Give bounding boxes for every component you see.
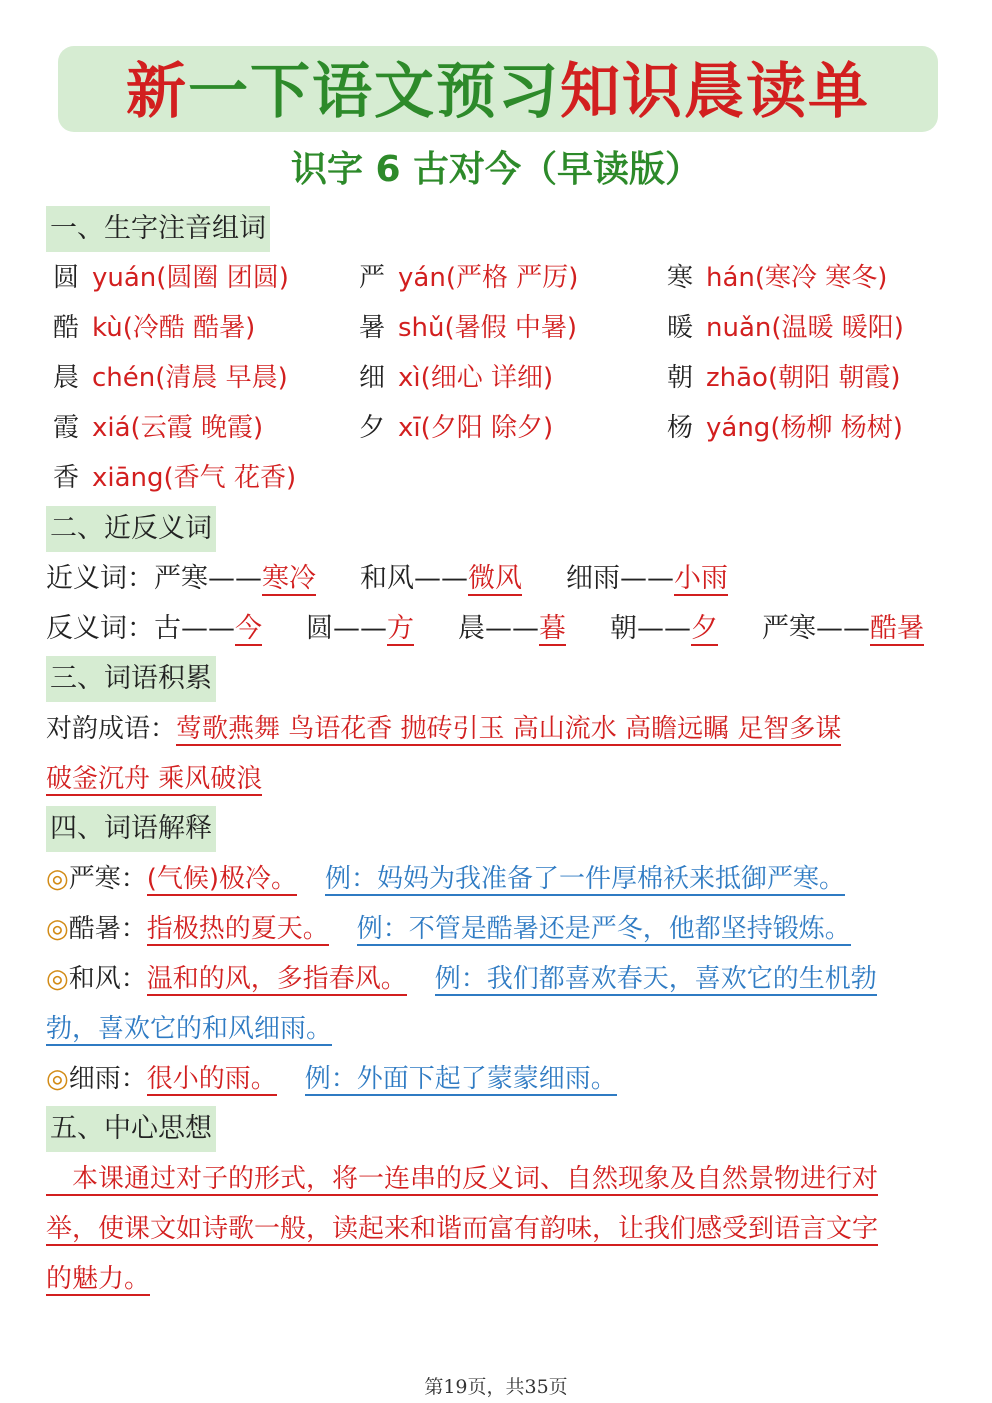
example-text: 例：妈妈为我准备了一件厚棉袄来抵御严寒。 — [325, 864, 846, 894]
antonym-line — [46, 604, 946, 654]
section-heading-1: 一、生字注音组词 — [46, 206, 270, 252]
definition-term: 严寒： — [68, 864, 147, 894]
title-part2: 知识晨读单 — [560, 57, 870, 127]
synonym-line — [46, 554, 946, 604]
definition-text: 很小的雨。 — [146, 1064, 277, 1094]
list-item: 严 yán(严格 严厉) — [358, 263, 579, 293]
bullet-circle-icon: ◎ — [46, 964, 69, 994]
page-number: 第19页，共35页 — [424, 1376, 568, 1398]
list-item: 暖 nuǎn(温暖 暖阳) — [666, 313, 904, 343]
list-item: 夕 xī(夕阳 除夕) — [358, 413, 554, 443]
antonym-answer: 暮 — [539, 613, 566, 644]
definition-row — [46, 1054, 946, 1104]
list-item: 寒 hán(寒冷 寒冬) — [666, 263, 888, 293]
subtitle: 识字 6 古对今（早读版） — [290, 149, 702, 190]
antonym-term: 朝—— — [610, 613, 691, 644]
definition-row — [46, 854, 946, 904]
idiom-list: 莺歌燕舞 鸟语花香 抛砖引玉 高山流水 高瞻远瞩 足智多谋 — [176, 714, 842, 744]
antonym-term: 严寒—— — [762, 613, 870, 644]
list-item: 香 xiāng(香气 花香) — [52, 463, 297, 493]
antonym-label: 反义词： — [46, 613, 154, 644]
synonym-term: 严寒—— — [154, 563, 262, 594]
bullet-circle-icon: ◎ — [46, 864, 69, 894]
antonym-answer: 酷暑 — [870, 613, 924, 644]
list-item: 朝 zhāo(朝阳 朝霞) — [666, 363, 901, 393]
definition-row-cont — [46, 1004, 946, 1054]
list-item: 细 xì(细心 详细) — [358, 363, 554, 393]
idiom-label: 对韵成语： — [46, 714, 177, 744]
definition-text: (气候)极冷。 — [146, 864, 297, 894]
synonym-answer: 小雨 — [674, 563, 728, 594]
synonym-answer: 微风 — [468, 563, 522, 594]
list-item: 酷 kù(冷酷 酷暑) — [52, 313, 256, 343]
example-text: 例：外面下起了蒙蒙细雨。 — [304, 1064, 617, 1094]
section-heading-5: 五、中心思想 — [46, 1106, 216, 1152]
antonym-answer: 夕 — [691, 613, 718, 644]
section-heading-4: 四、词语解释 — [46, 806, 216, 852]
list-item: 圆 yuán(圆圈 团圆) — [52, 263, 289, 293]
section-heading-3: 三、词语积累 — [46, 656, 216, 702]
synonym-term: 和风—— — [360, 563, 468, 594]
definition-term: 酷暑： — [68, 914, 147, 944]
antonym-term: 圆—— — [306, 613, 387, 644]
idiom-list: 破釜沉舟 乘风破浪 — [46, 764, 263, 794]
example-text: 例：我们都喜欢春天，喜欢它的生机勃 — [434, 964, 877, 994]
summary-text: 举，使课文如诗歌一般，读起来和谐而富有韵味，让我们感受到语言文字 — [46, 1214, 879, 1244]
antonym-term: 古—— — [154, 613, 235, 644]
bullet-circle-icon: ◎ — [46, 1064, 69, 1094]
list-item: 霞 xiá(云霞 晚霞) — [52, 413, 264, 443]
section-heading-2: 二、近反义词 — [46, 506, 216, 552]
definition-term: 细雨： — [68, 1064, 147, 1094]
bullet-circle-icon: ◎ — [46, 914, 69, 944]
definition-row — [46, 954, 946, 1004]
definition-text: 温和的风，多指春风。 — [146, 964, 407, 994]
synonym-answer: 寒冷 — [262, 563, 316, 594]
definition-text: 指极热的夏天。 — [146, 914, 329, 944]
summary-text: 本课通过对子的形式，将一连串的反义词、自然现象及自然景物进行对 — [46, 1164, 878, 1196]
list-item: 暑 shǔ(暑假 中暑) — [358, 313, 578, 343]
antonym-term: 晨—— — [458, 613, 539, 644]
main-title — [58, 52, 938, 132]
list-item: 杨 yáng(杨柳 杨树) — [666, 413, 903, 443]
example-text: 勃，喜欢它的和风细雨。 — [46, 1014, 333, 1044]
antonym-answer: 今 — [235, 613, 262, 644]
synonym-term: 细雨—— — [566, 563, 674, 594]
summary-line — [46, 1204, 946, 1254]
summary-line — [46, 1154, 946, 1204]
idiom-line-2 — [46, 754, 946, 804]
definition-term: 和风： — [68, 964, 147, 994]
idiom-line-1 — [46, 704, 946, 754]
title-part1: 新一下语文预习 — [126, 57, 560, 127]
list-item: 晨 chén(清晨 早晨) — [52, 363, 288, 393]
antonym-answer: 方 — [387, 613, 414, 644]
summary-text: 的魅力。 — [46, 1264, 151, 1294]
summary-line — [46, 1254, 946, 1304]
example-text: 例：不管是酷暑还是严冬，他都坚持锻炼。 — [356, 914, 851, 944]
definition-row — [46, 904, 946, 954]
synonym-label: 近义词： — [46, 563, 154, 594]
